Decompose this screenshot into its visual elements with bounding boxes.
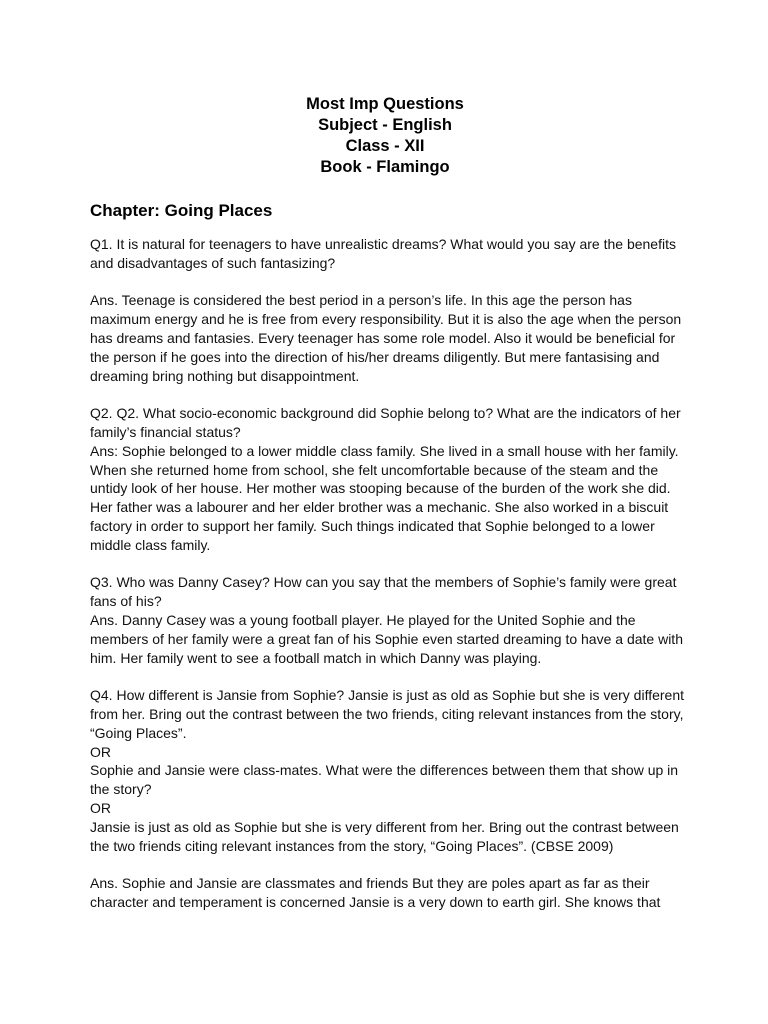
text-line: has dreams and fantasies. Every teenager has some role model. Also it would be beneficial for [90, 329, 676, 346]
text-line: Jansie is just as old as Sophie but she is very different from her. Bring out the contrast between [90, 818, 679, 835]
text-paragraph [90, 874, 680, 912]
title-line-class: Class - XII [345, 137, 425, 155]
text-line: fans of his? [90, 593, 162, 610]
text-line: family’s financial status? [90, 423, 241, 440]
text-line: the person if he goes into the direction of his/her dreams diligently. But mere fantasising and [90, 348, 660, 365]
paragraph-gap [90, 273, 680, 292]
document-title-block [90, 94, 680, 178]
text-line: Q4. How different is Jansie from Sophie? Jansie is just as old as Sophie but she is very different [90, 687, 685, 704]
text-line: untidy look of her house. Her mother was stooping because of the burden of the work she did. [90, 480, 671, 497]
text-line: OR [90, 743, 111, 760]
document-body [90, 235, 685, 912]
text-line: Her father was a labourer and her elder brother was a mechanic. She also worked in a biscuit [90, 499, 669, 516]
text-paragraph [90, 404, 680, 554]
paragraph-gap [90, 667, 680, 686]
text-line: Ans. Danny Casey was a young football player. He played for the United Sophie and the [90, 611, 636, 628]
text-line: OR [90, 799, 111, 816]
text-line: character and temperament is concerned Jansie is a very down to earth girl. She knows that [90, 893, 661, 910]
text-line: Ans. Teenage is considered the best period in a person’s life. In this age the person has [90, 292, 632, 309]
text-line: middle class family. [90, 536, 211, 553]
text-paragraph [90, 291, 680, 385]
text-line: members of her family were a great fan of his Sophie even started dreaming to have a date with [90, 630, 683, 647]
text-line: him. Her family went to see a football match in which Danny was playing. [90, 649, 542, 666]
text-line: Q3. Who was Danny Casey? How can you say that the members of Sophie’s family were great [90, 574, 677, 591]
paragraph-gap [90, 385, 680, 404]
paragraph-gap [90, 555, 680, 574]
text-line: from her. Bring out the contrast between the two friends, citing relevant instances from the story, [90, 705, 684, 722]
text-line: When she returned home from school, she felt uncomfortable because of the steam and the [90, 461, 659, 478]
text-paragraph [90, 235, 680, 273]
title-line-book: Book - Flamingo [320, 158, 450, 176]
text-line: factory in order to support her family. Such things indicated that Sophie belonged to a lower [90, 517, 655, 534]
text-line: Q1. It is natural for teenagers to have unrealistic dreams? What would you say are the benefits [90, 236, 676, 252]
text-line: Ans: Sophie belonged to a lower middle class family. She lived in a small house with her family. [90, 442, 679, 459]
text-line: maximum energy and he is free from every responsibility. But it is also the age when the person [90, 311, 682, 328]
text-line: the two friends citing relevant instances from the story, “Going Places”. (CBSE 2009) [90, 837, 614, 854]
text-line: and disadvantages of such fantasizing? [90, 254, 336, 271]
text-paragraph [90, 573, 683, 667]
text-line: the story? [90, 781, 152, 798]
chapter-heading: Chapter: Going Places [90, 201, 273, 220]
text-line: Q2. Q2. What socio-economic background did Sophie belong to? What are the indicators of her [90, 405, 681, 422]
text-line: Sophie and Jansie were class-mates. What were the differences between them that show up in [90, 762, 679, 779]
text-line: “Going Places”. [90, 724, 187, 741]
text-line: dreaming bring nothing but disappointment. [90, 367, 360, 384]
title-line-subject: Subject - English [318, 116, 452, 134]
text-line: Ans. Sophie and Jansie are classmates and friends But they are poles apart as far as their [90, 875, 650, 892]
text-paragraph [90, 686, 685, 855]
paragraph-gap [90, 855, 680, 874]
title-line-main: Most Imp Questions [306, 95, 464, 113]
